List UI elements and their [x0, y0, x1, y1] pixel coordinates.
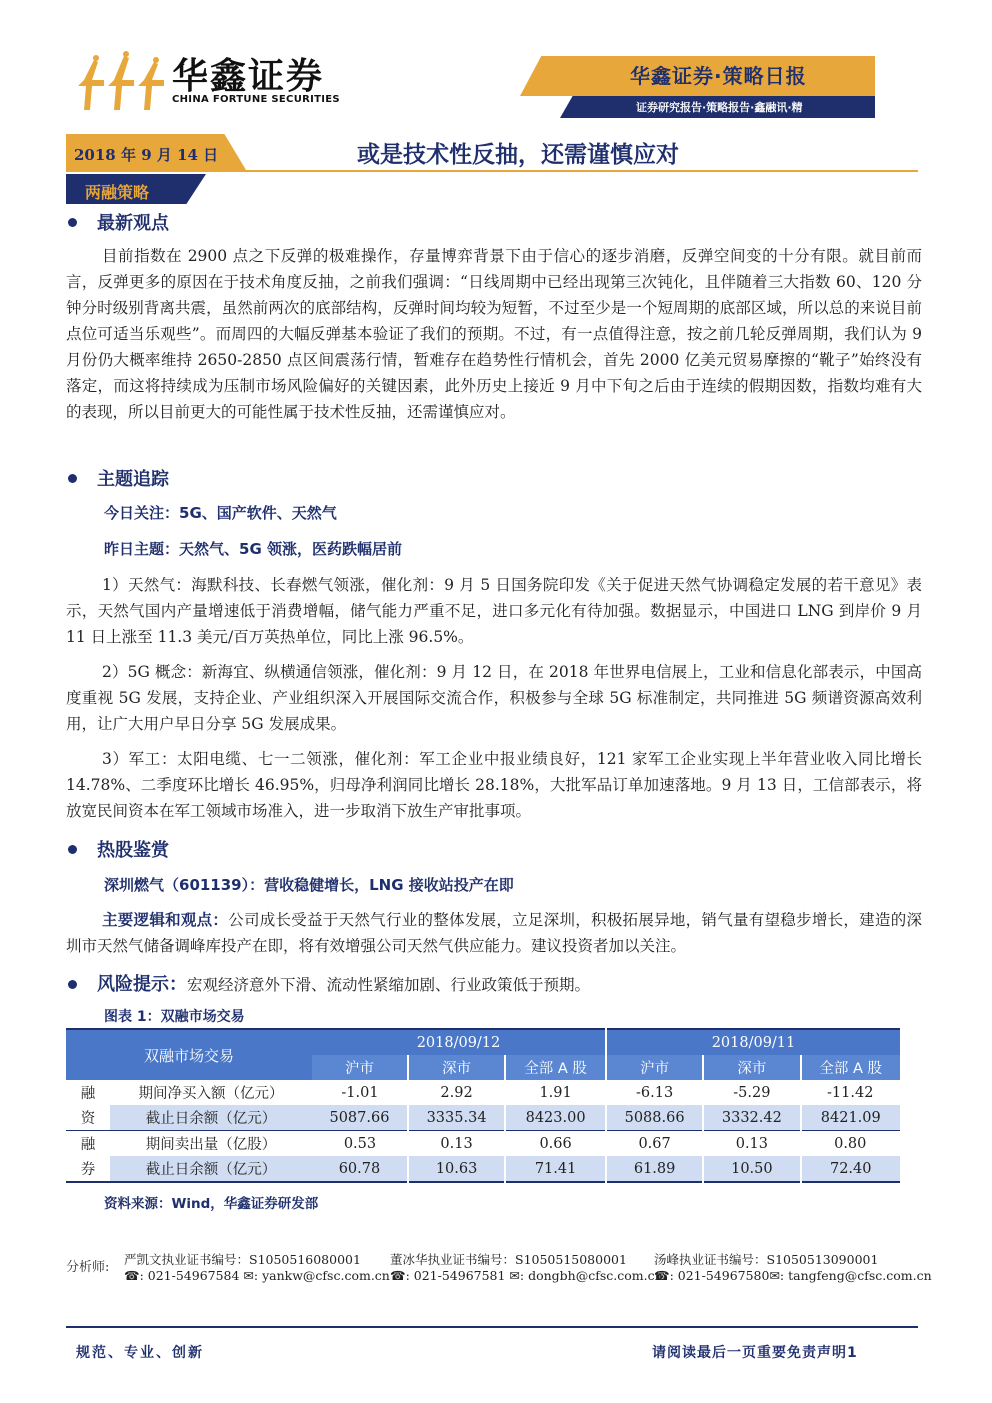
table-source: 资料来源：Wind，华鑫证券研发部: [104, 1196, 319, 1212]
section-tag: 两融策略: [85, 183, 150, 202]
col-header: 全部 A 股: [505, 1055, 606, 1080]
margin-trading-table: [66, 1028, 900, 1183]
row-label: 截止日余额（亿元）: [110, 1105, 312, 1131]
brand-name-cn: 华鑫证券: [172, 56, 325, 97]
table-cell: 0.13: [408, 1131, 505, 1157]
table-cell: 0.13: [703, 1131, 800, 1157]
risk-body: 宏观经济意外下滑、流动性紧缩加剧、行业政策低于预期。: [187, 976, 591, 994]
table-cell: -6.13: [606, 1080, 703, 1105]
analyst-cert: 董冰华执业证书编号：S1050515080001: [390, 1252, 627, 1267]
table-cell: 5088.66: [606, 1105, 703, 1131]
hot-stock-logic: [66, 907, 922, 959]
table-row: [66, 1080, 900, 1105]
report-date: 2018 年 9 月 14 日: [74, 146, 219, 164]
table-cell: 60.78: [312, 1156, 408, 1182]
table-cell: 61.89: [606, 1156, 703, 1182]
table-cell: 0.53: [312, 1131, 408, 1157]
theme-item-1: 1）天然气：海默科技、长春燃气领涨，催化剂：9 月 5 日国务院印发《关于促进天然气协调稳定发展的若干意见》表示，天然气国内产量增速低于消费增幅，储气能力严重不足，进口多元化有待加强。数据显示，中国进口 LNG 到岸价 9 月 11 日上涨至 11.3 美元/百万英热单位，同比上涨 96.5%。: [66, 576, 922, 646]
col-header: 沪市: [606, 1055, 703, 1080]
col-header: 沪市: [312, 1055, 408, 1080]
table-cell: 72.40: [801, 1156, 901, 1182]
table-cell: 10.50: [703, 1156, 800, 1182]
logic-body: 公司成长受益于天然气行业的整体发展，立足深圳，积极拓展异地，销气量有望稳步增长，建造的深圳市天然气储备调峰库投产在即，将有效增强公司天然气供应能力。建议投资者加以关注。: [66, 911, 922, 955]
table-row: [66, 1105, 900, 1131]
col-header: 深市: [408, 1055, 505, 1080]
table-cell: 2.92: [408, 1080, 505, 1105]
report-series-subtitle: 证券研究报告·策略报告·鑫融讯·精: [636, 101, 803, 114]
risk-line: [68, 970, 590, 996]
brand-name-en: CHINA FORTUNE SECURITIES: [172, 94, 340, 105]
table-cell: 0.66: [505, 1131, 606, 1157]
row-label: 截止日余额（亿元）: [110, 1156, 312, 1182]
table-corner-label: 双融市场交易: [66, 1029, 312, 1080]
bullet-icon: [68, 845, 77, 854]
date-header-2: 2018/09/11: [606, 1029, 900, 1055]
table-caption: 图表 1：双融市场交易: [104, 1009, 245, 1025]
table-cell: 8423.00: [505, 1105, 606, 1131]
table-cell: 10.63: [408, 1156, 505, 1182]
bullet-icon: [68, 474, 77, 483]
table-cell: 71.41: [505, 1156, 606, 1182]
group-label: 券: [80, 1162, 96, 1178]
row-label: 期间卖出量（亿股）: [110, 1131, 312, 1157]
col-header: 深市: [703, 1055, 800, 1080]
col-header: 全部 A 股: [801, 1055, 901, 1080]
analyst-cert: 汤峰执业证书编号：S1050513090001: [654, 1252, 879, 1267]
analyst-cert: 严凯文执业证书编号：S1050516080001: [124, 1252, 361, 1267]
title-divider: [66, 170, 918, 172]
risk-heading: 风险提示：: [97, 974, 187, 995]
table-cell: 5087.66: [312, 1105, 408, 1131]
table-row: [66, 1131, 900, 1157]
report-series-title: 华鑫证券·策略日报: [630, 64, 807, 88]
theme-item-2: 2）5G 概念：新海宜、纵横通信领涨，催化剂：9 月 12 日，在 2018 年世界电信展上，工业和信息化部表示，中国高度重视 5G 发展，支持企业、产业组织深入开展国际交流合作，积极参与全球 5G 标准制定，共同推进 5G 频谱资源高效利用，让广大用户早日分享 5G 发展成果。: [66, 663, 922, 733]
analyst-contact: ☎: 021-54967581 ✉: dongbh@cfsc.com.cn: [390, 1268, 663, 1283]
analyst-contact: ☎: 021-54967580✉: tangfeng@cfsc.com.cn: [654, 1268, 932, 1283]
table-cell: 1.91: [505, 1080, 606, 1105]
table-cell: 3335.34: [408, 1105, 505, 1131]
table-cell: 0.67: [606, 1131, 703, 1157]
heading-hot-stock: 热股鉴赏: [68, 836, 169, 862]
table-cell: -1.01: [312, 1080, 408, 1105]
table-row: [66, 1156, 900, 1182]
table-cell: -11.42: [801, 1080, 901, 1105]
hot-stock-line: 深圳燃气（601139）：营收稳健增长，LNG 接收站投产在即: [104, 876, 514, 894]
yesterday-theme: 昨日主题：天然气、5G 领涨，医药跌幅居前: [104, 540, 402, 558]
analyst-contact: ☎: 021-54967584 ✉: yankw@cfsc.com.cn: [124, 1268, 390, 1283]
heading-latest-view: 最新观点: [68, 209, 169, 235]
footer-slogan: 规范、专业、创新: [76, 1345, 204, 1361]
latest-view-body: 目前指数在 2900 点之下反弹的极难操作，存量博弈背景下由于信心的逐步消磨，反弹空间变的十分有限。就目前而言，反弹更多的原因在于技术角度反抽，之前我们强调：“日线周期中已经出现第三次钝化，且伴随着三大指数 60、120 分钟分时级别背离共震，虽然前两次的底部结构，反弹时间均较为短暂，不过至少是一个短周期的底部区域，所以总的来说目前点位可适当乐观些”。而周四的大幅反弹基本验证了我们的预期。不过，有一点值得注意，按之前几轮反弹周期，我们认为 9 月份仍大概率维持 2650-2850 点区间震荡行情，暂难存在趋势性行情机会，首先 2000 亿美元贸易摩擦的“靴子”始终没有落定，而这将持续成为压制市场风险偏好的关键因素，此外历史上接近 9 月中下旬之后由于连续的假期因数，指数均难有大的表现，所以目前更大的可能性属于技术性反抽，还需谨慎应对。: [66, 247, 922, 421]
logic-label: 主要逻辑和观点：: [102, 911, 229, 929]
date-header-1: 2018/09/12: [312, 1029, 606, 1055]
row-label: 期间净买入额（亿元）: [110, 1080, 312, 1105]
footer-divider: [66, 1326, 918, 1328]
page-title: 或是技术性反抽，还需谨慎应对: [357, 142, 679, 168]
bullet-icon: [68, 980, 77, 989]
table-cell: 8421.09: [801, 1105, 901, 1131]
group-label: 资: [80, 1111, 96, 1127]
analyst-label: 分析师:: [66, 1260, 110, 1275]
theme-item-3: 3）军工：太阳电缆、七一二领涨，催化剂：军工企业中报业绩良好，121 家军工企业实现上半年营业收入同比增长 14.78%、二季度环比增长 46.95%，归母净利润同比增长 28.18%，大批军品订单加速落地。9 月 13 日，工信部表示，将放宽民间资本在军工领域市场准入，进一步取消下放生产审批事项。: [66, 750, 922, 820]
group-label: 融: [66, 1080, 110, 1105]
heading-theme-tracking: 主题追踪: [68, 465, 169, 491]
footer-disclaimer: 请阅读最后一页重要免责声明1: [652, 1345, 858, 1361]
table-cell: -5.29: [703, 1080, 800, 1105]
table-cell: 0.80: [801, 1131, 901, 1157]
bullet-icon: [68, 218, 77, 227]
group-label: 融: [66, 1131, 110, 1157]
today-focus: 今日关注：5G、国产软件、天然气: [104, 504, 337, 522]
table-cell: 3332.42: [703, 1105, 800, 1131]
